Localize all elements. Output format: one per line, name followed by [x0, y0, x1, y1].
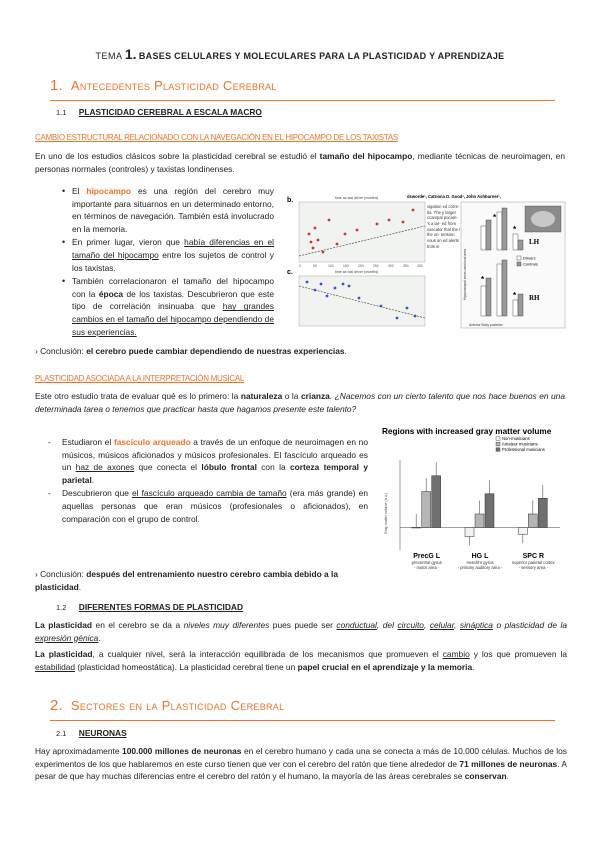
point: [344, 233, 347, 236]
bar: [486, 278, 491, 316]
x-tick: 200: [358, 264, 364, 268]
x-tick: 0: [299, 264, 301, 268]
taxi-intro-paragraph: [35, 150, 565, 175]
text-underline: cambio: [442, 649, 470, 659]
subsection-1-1-number: 1.1: [56, 108, 67, 117]
text-underline: circuito: [397, 620, 424, 630]
rh-label: RH: [529, 294, 540, 302]
bar: [485, 494, 494, 528]
x-tick: 400: [417, 264, 423, 268]
text: .: [506, 771, 509, 782]
text: .: [98, 632, 101, 643]
plot-c-area: [299, 276, 425, 326]
text: El: [72, 186, 87, 196]
forms-paragraph-1: [35, 619, 567, 644]
bar: [502, 208, 507, 250]
text-italic: plasticidad de la: [504, 620, 568, 630]
bar: [481, 286, 486, 316]
list-item: [62, 275, 274, 338]
bar: [497, 264, 502, 316]
legend-label: Professional musicians: [502, 447, 545, 452]
text: Este otro estudio trata de evaluar qué es lo primero: la: [35, 391, 241, 401]
gray-matter-chart-svg: [378, 424, 566, 576]
legend-label: Non-musicians: [502, 436, 530, 441]
text-bold: La plasticidad: [35, 649, 93, 659]
text-bold: lóbulo frontal: [201, 462, 257, 473]
chart-bars: [400, 460, 560, 550]
text: es una región del cerebro muy importante para situarnos en un determinado entorno, en términos de navegación. También está involucrado en la memoria.: [72, 186, 274, 234]
subsection-2-1-heading: [56, 727, 127, 740]
bar: [502, 260, 507, 316]
section-2-title: Sectores en la Plasticidad Cerebral: [70, 698, 285, 713]
bar: [497, 212, 502, 250]
text-underline: expresión génica: [35, 632, 99, 643]
text-underline: sináptica: [459, 620, 493, 630]
text-italic: , del: [376, 620, 398, 630]
text-underline: estabilidad: [35, 661, 76, 672]
text-bold: naturaleza: [240, 391, 283, 401]
bar: [475, 514, 484, 528]
text: que conecta el: [134, 462, 202, 473]
subsection-1-1-title: PLASTICIDAD CEREBRAL A ESCALA MACRO: [78, 107, 262, 117]
section-1-heading: [50, 75, 555, 101]
section-2-heading: [50, 695, 555, 721]
section-1-rule: [50, 100, 555, 101]
subsection-1-2-heading: [56, 601, 243, 614]
category-label: HG L: [471, 553, 489, 560]
x-tick: 50: [313, 264, 317, 268]
chart-title: Regions with increased gray matter volume: [382, 427, 552, 436]
point: [388, 219, 391, 222]
plot-c-title: time as taxi driver (months): [335, 270, 379, 274]
text: en el cerebro humano y cada una se conecta a más de 10.000 células. Muchos de los experimentos de los que hablaremos en este curso tienen que ver con el cerebro del ratón que tiene alrededor de: [35, 746, 567, 769]
text-highlight: hipocampo: [86, 186, 132, 196]
taxi-figure-svg: [285, 190, 567, 332]
text-bold: conservan: [464, 771, 507, 782]
taxi-case-heading: CAMBIO ESTRUCTURAL RELACIONADO CON LA NAVEGACIÓN EN EL HIPOCAMPO DE LOS TAXISTAS: [35, 133, 398, 142]
text-bold: época: [98, 288, 124, 299]
plot-b-title: time as taxi driver (months): [335, 196, 379, 200]
point: [314, 289, 317, 292]
text: › Conclusión:: [35, 346, 87, 356]
point: [412, 209, 415, 212]
point: [326, 295, 329, 298]
text: , a cualquier nivel, será la interacción equilibrada de los mecanismos que promueven el: [92, 649, 443, 659]
conclusion-1: [35, 345, 565, 358]
text-highlight: fascículo arqueado: [113, 437, 191, 447]
text-italic: . ¿Nacemos con un cierto talento que nos hace buenos en una determinada tarea o tenemos que practicar hasta que hagamos presente este talento?: [35, 391, 565, 414]
legend-drivers: Drivers: [523, 255, 536, 261]
point: [342, 283, 345, 286]
point: [308, 233, 311, 236]
page-header: [0, 44, 600, 65]
music-case-heading: PLASTICIDAD ASOCIADA A LA INTERPRETACIÓN MUSICAL: [35, 374, 245, 383]
bar: [538, 498, 547, 527]
legend-swatch-drivers: [517, 256, 521, 260]
section-2-rule: [50, 720, 555, 721]
taxi-hippocampus-figure: [285, 190, 567, 332]
x-tick: 250: [373, 264, 379, 268]
text: .: [472, 661, 475, 672]
text-bold: el cerebro puede cambiar dependiendo de nuestras experiencias: [86, 346, 345, 356]
taxi-bullet-list: [62, 185, 274, 339]
text: o la: [282, 391, 301, 401]
y-axis-label: Hippocampal cross-sectional area: [463, 248, 467, 300]
list-item: [62, 185, 274, 235]
list-item: [62, 236, 274, 274]
figure-author-line: dsworde¹, Catriona D. Good¹, John Ashburner¹,: [407, 194, 501, 199]
tema-label: TEMA: [95, 51, 123, 61]
text-bold: La plasticidad: [35, 620, 93, 630]
mid-text: vigation ed corre- tia. The y larger ccampal pocam- 's a lar- ed from xxecator that the I the xn- tension vous on ed alerts trols in: [427, 204, 461, 249]
bar: [432, 476, 441, 528]
category-sublabel: - sensory area -: [518, 565, 548, 570]
chart-ylabel: Gray matter volume (a.u.): [384, 493, 388, 534]
point: [402, 221, 405, 224]
point: [348, 285, 351, 288]
tema-number: 1.: [124, 46, 137, 62]
text-bold: crianza: [300, 391, 330, 401]
point: [376, 223, 379, 226]
category-label: SPC R: [522, 553, 545, 560]
text: En primer lugar, vieron que: [72, 237, 185, 248]
figure-mid-text: [427, 204, 461, 326]
text: y los que promueven la: [469, 649, 568, 659]
text-underline: hay grandes cambios en el tamaño del hipocampo dependiendo de sus experiencias.: [72, 301, 274, 337]
point: [322, 251, 325, 254]
subsection-1-1-heading: [56, 106, 262, 119]
text: , mediante técnicas de neuroimagen, en personas normales (controles) y taxistas londinenses.: [35, 151, 565, 174]
text: con la: [256, 462, 290, 473]
brain-scan-shape: [531, 211, 555, 227]
neurons-paragraph: [35, 745, 567, 783]
lh-label: LH: [529, 238, 540, 246]
text-underline: celular: [429, 620, 455, 630]
list-item: [48, 487, 368, 525]
bar: [518, 240, 523, 250]
legend-swatch: [496, 448, 500, 452]
plot-b-xticks: [299, 264, 423, 268]
category-sublabel: precentral gyrus: [411, 560, 442, 565]
star-icon: *: [481, 275, 485, 284]
text: pues puede ser: [269, 620, 337, 630]
text: › Conclusión:: [35, 569, 87, 579]
text: . A pesar de que hay muchas diferencias entre el cerebro del ratón y el humano, la mayoría de las áreas cerebrales se: [35, 758, 567, 782]
text-italic: ,: [423, 620, 430, 630]
category-sublabel: - primary auditory area -: [457, 565, 503, 570]
point: [328, 219, 331, 222]
bar: [513, 234, 518, 250]
point: [396, 317, 399, 320]
star-icon: *: [513, 291, 517, 300]
point: [317, 239, 320, 242]
text: .: [91, 474, 95, 485]
point: [336, 243, 339, 246]
bar: [412, 528, 421, 529]
point: [414, 315, 417, 318]
section-2-number: 2.: [50, 697, 63, 714]
star-icon: *: [513, 225, 517, 234]
section-1-title: Antecedentes Plasticidad Cerebral: [70, 78, 277, 93]
text: (plasticidad homeostática). La plasticidad cerebral tiene un: [75, 661, 298, 672]
text: en el cerebro se da a: [92, 620, 184, 630]
text-bold: 71 millones de neuronas: [459, 758, 558, 769]
text-bold: papel crucial en el aprendizaje y la memoria: [297, 661, 473, 672]
text-underline: el fascículo arqueado cambia de tamaño: [131, 488, 287, 499]
point: [312, 247, 315, 250]
text: a través de un enfoque de neuroimagen en no músicos, músicos aficionados y músicos profesionales. El fascículo arqueado es un: [62, 437, 368, 473]
bar: [518, 294, 523, 316]
plot-b-area: [299, 202, 425, 262]
gray-matter-chart: [378, 424, 566, 576]
point: [406, 307, 409, 310]
text-underline: había diferencias en el tamaño del hipocampo: [72, 237, 274, 261]
point: [314, 227, 317, 230]
category-sublabel: - motor area -: [413, 565, 440, 570]
text: entre los sujetos de control y los taxistas.: [72, 250, 274, 273]
legend-controls: Controls: [523, 261, 538, 267]
point: [356, 229, 359, 232]
section-1-number: 1.: [50, 77, 63, 94]
point: [306, 281, 309, 284]
legend-swatch: [496, 442, 500, 446]
bar: [518, 528, 527, 535]
x-tick: 350: [403, 264, 409, 268]
text-underline: conductual: [336, 620, 377, 630]
list-item: [48, 436, 368, 486]
bar-panel-caption: Anterior Body posterior: [469, 323, 503, 327]
text: También correlacionaron el tamaño del hipocampo con la: [72, 276, 274, 299]
text: Estudiaron el: [62, 437, 114, 447]
text: (era más grande) en aquellas personas que eran músicos (profesionales o aficionados), en comparación con el grupo de control.: [62, 488, 368, 524]
text-underline: haz de axones: [75, 462, 135, 473]
conclusion-2: [35, 568, 370, 593]
bar: [513, 300, 518, 316]
point: [380, 305, 383, 308]
music-intro-paragraph: [35, 390, 565, 415]
subsection-2-1-title: NEURONAS: [78, 728, 127, 738]
legend-swatch: [496, 437, 500, 441]
point: [310, 241, 313, 244]
text: En uno de los estudios clásicos sobre la plasticidad cerebral se estudió el: [35, 151, 320, 161]
text-italic: ,: [454, 620, 460, 630]
point: [320, 283, 323, 286]
subsection-1-2-title: DIFERENTES FORMAS DE PLASTICIDAD: [78, 602, 244, 612]
category-label: PrecG L: [413, 553, 441, 560]
label-b: b.: [287, 197, 294, 204]
text-bold: corteza temporal y parietal: [62, 462, 368, 485]
legend-swatch-controls: [517, 262, 521, 266]
star-icon: *: [493, 213, 497, 222]
category-sublabel: Heschl's gyrus: [466, 560, 494, 565]
forms-paragraph-2: [35, 648, 567, 673]
bar: [422, 492, 431, 528]
x-tick: 150: [343, 264, 349, 268]
x-tick: 300: [388, 264, 394, 268]
text: .: [344, 346, 347, 356]
bar: [528, 514, 537, 528]
page-title: BASES CELULARES Y MOLECULARES PARA LA PLASTICIDAD Y APRENDIZAJE: [138, 51, 505, 61]
bar: [481, 226, 486, 250]
subsection-1-2-number: 1.2: [56, 603, 67, 612]
text-bold: después del entrenamiento nuestro cerebro cambia debido a la plasticidad: [35, 569, 338, 592]
subsection-2-1-number: 2.1: [56, 729, 67, 738]
text-bold: tamaño del hipocampo: [319, 151, 413, 161]
category-sublabel: superior parietal cortex: [512, 560, 555, 565]
label-c: c.: [287, 269, 293, 276]
point: [358, 297, 361, 300]
bar: [486, 220, 491, 250]
chart-category-labels: [412, 553, 556, 570]
chart-legend: [496, 436, 545, 452]
text-italic: o: [492, 620, 505, 630]
text-italic: niveles muy diferentes: [183, 620, 270, 630]
point: [334, 287, 337, 290]
text: de los taxistas. Descubrieron que este tipo de correlación insinuaba que: [72, 288, 274, 312]
text-bold: 100.000 millones de neuronas: [122, 746, 242, 756]
legend-label: Amateur musicians: [502, 441, 538, 447]
text: Hay aproximadamente: [35, 746, 123, 756]
text: .: [78, 581, 82, 592]
x-tick: 100: [328, 264, 334, 268]
bar: [465, 528, 474, 537]
music-dash-list: [48, 436, 368, 526]
text: Descubrieron que: [62, 488, 132, 499]
